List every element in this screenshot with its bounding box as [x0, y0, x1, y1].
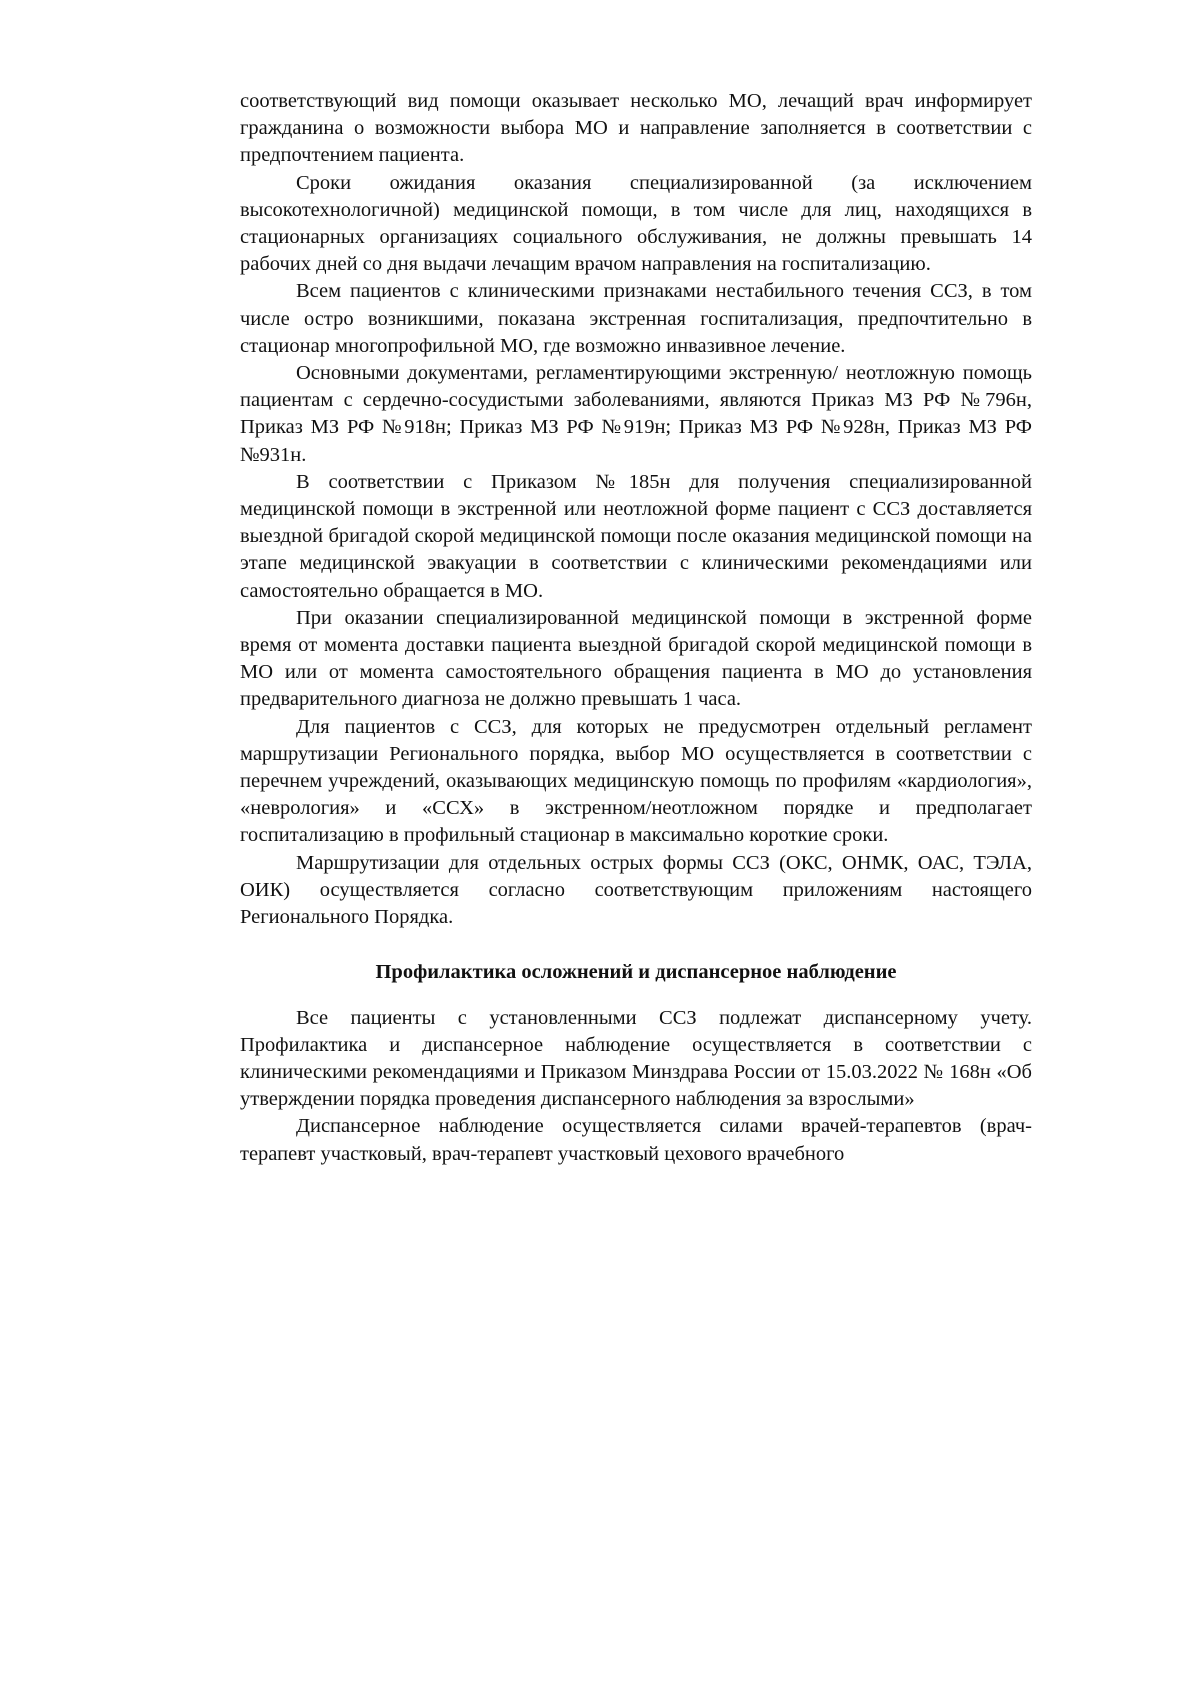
document-body: [240, 88, 1032, 1168]
paragraph-dispensary-registration: Все пациенты с установленными ССЗ подлежат диспансерному учету. Профилактика и диспансерное наблюдение осуществляется в соответствии с клиническими рекомендациями и Приказом Минздрава России от 15.03.2022 № 168н «Об утверждении порядка проведения диспансерного наблюдения за взрослыми»: [240, 1006, 1032, 1111]
paragraph-emergency-hospitalization: Всем пациентов с клиническими признаками нестабильного течения ССЗ, в том числе остро возникшими, показана экстренная госпитализация, предпочтительно в стационар многопрофильной МО, где возможно инвазивное лечение.: [240, 280, 1032, 357]
paragraph-dispensary-observation: Диспансерное наблюдение осуществляется силами врачей-терапевтов (врач-терапевт участковый, врач-терапевт участковый цехового врачебного: [240, 1115, 1032, 1165]
paragraph-acute-forms-routing: Маршрутизации для отдельных острых формы ССЗ (ОКС, ОНМК, ОАС, ТЭЛА, ОИК) осуществляется согласно соответствующим приложениям настоящего Регионального Порядка.: [240, 851, 1032, 929]
section-heading: Профилактика осложнений и диспансерное наблюдение: [375, 961, 897, 984]
paragraph-order-185n: В соответствии с Приказом №185н для получения специализированной медицинской помощи в экстренной или неотложной форме пациент с ССЗ доставляется выездной бригадой скорой медицинской помощи после оказания медицинской помощи на этапе медицинской эвакуации в соответствии с клиническими рекомендациями или самостоятельно обращается в МО.: [240, 470, 1032, 602]
paragraph-regulating-documents: Основными документами, регламентирующими экстренную/ неотложную помощь пациентам с сердечно-сосудистыми заболеваниями, являются Приказ МЗ РФ №796н, Приказ МЗ РФ №918н; Приказ МЗ РФ №919н; Приказ МЗ РФ №928н, Приказ МЗ РФ №931н.: [240, 362, 1032, 466]
paragraph-mo-selection: Для пациентов с ССЗ, для которых не предусмотрен отдельный регламент маршрутизации Регионального порядка, выбор МО осуществляется в соответствии с перечнем учреждений, оказывающих медицинскую помощь по профилям «кардиология», «неврология» и «ССХ» в экстренном/неотложном порядке и предполагает госпитализацию в профильный стационар в максимально короткие сроки.: [240, 715, 1032, 847]
paragraph-continuation: соответствующий вид помощи оказывает несколько МО, лечащий врач информирует гражданина о возможности выбора МО и направление заполняется в соответствии с предпочтением пациента.: [240, 90, 1032, 167]
paragraph-diagnosis-time: При оказании специализированной медицинской помощи в экстренной форме время от момента доставки пациента выездной бригадой скорой медицинской помощи в МО или от момента самостоятельного обращения пациента в МО до установления предварительного диагноза не должно превышать 1 часа.: [240, 606, 1032, 711]
paragraph-waiting-terms: Сроки ожидания оказания специализированной (за исключением высокотехнологичной) медицинской помощи, в том числе для лиц, находящихся в стационарных организациях социального обслуживания, не должны превышать 14 рабочих дней со дня выдачи лечащим врачом направления на госпитализацию.: [240, 171, 1032, 276]
